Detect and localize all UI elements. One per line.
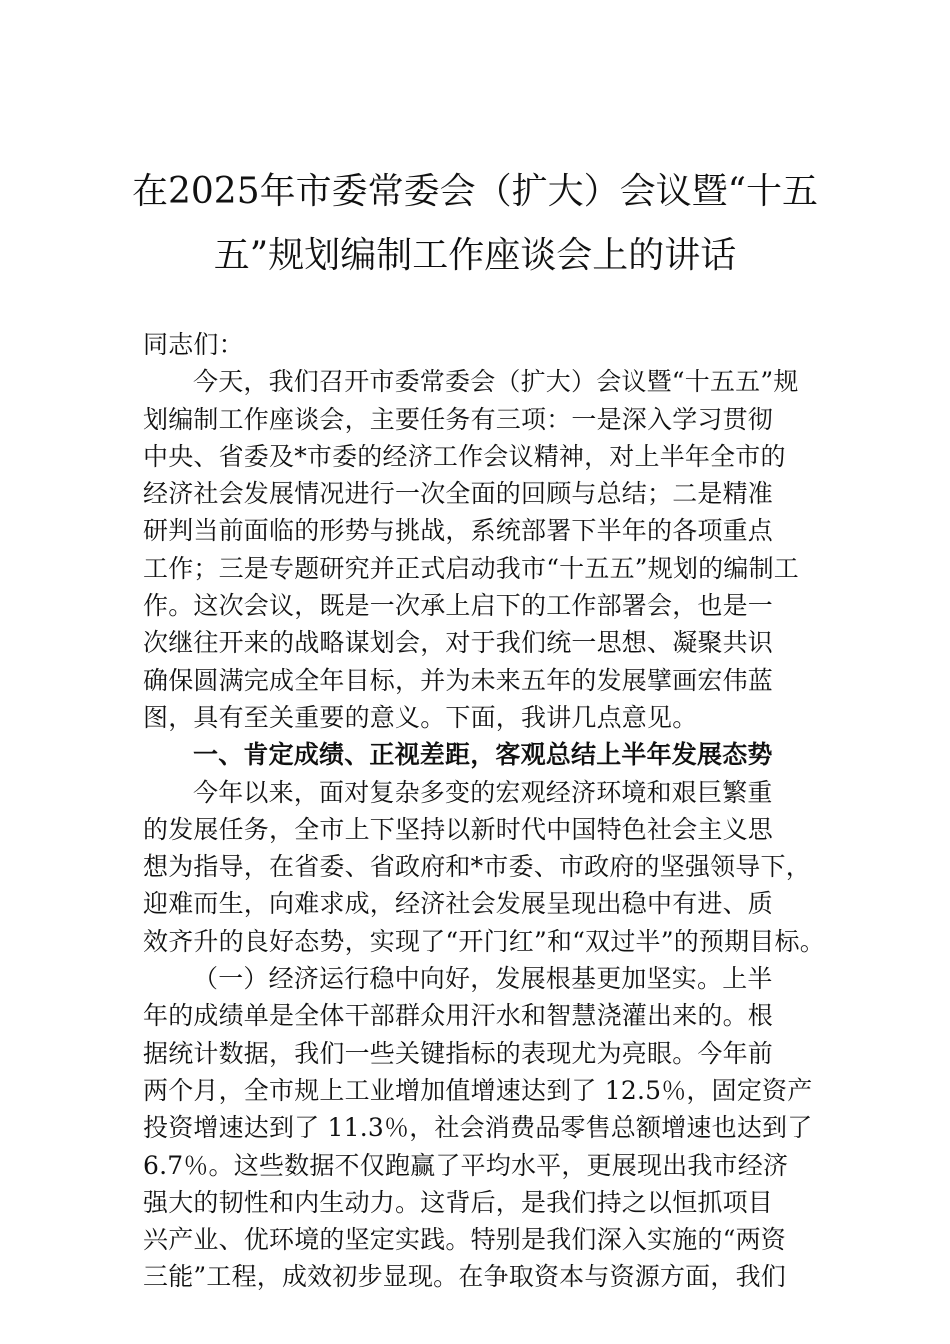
paragraph-line: 想为指导，在省委、省政府和*市委、市政府的坚强领导下， xyxy=(143,852,811,882)
paragraph-line: 迎难而生，向难求成，经济社会发展呈现出稳中有进、质 xyxy=(143,889,774,919)
paragraph-line: 据统计数据，我们一些关键指标的表现尤为亮眼。今年前 xyxy=(143,1038,774,1068)
paragraph-line: 次继往开来的战略谋划会，对于我们统一思想、凝聚共识 xyxy=(143,628,774,658)
subsection-line: （一）经济运行稳中向好，发展根基更加坚实。上半 xyxy=(193,964,773,994)
paragraph-line: 今年以来，面对复杂多变的宏观经济环境和艰巨繁重 xyxy=(193,777,773,807)
paragraph-line: 今天，我们召开市委常委会（扩大）会议暨“十五五”规 xyxy=(193,367,799,397)
paragraph-line: 强大的韧性和内生动力。这背后，是我们持之以恒抓项目 xyxy=(143,1187,774,1217)
paragraph-line: 投资增速达到了 11.3％，社会消费品零售总额增速也达到了 xyxy=(143,1113,813,1143)
paragraph-line: 研判当前面临的形势与挑战，系统部署下半年的各项重点 xyxy=(143,516,774,546)
paragraph-line: 的发展任务，全市上下坚持以新时代中国特色社会主义思 xyxy=(143,814,774,844)
paragraph-line: 两个月，全市规上工业增加值增速达到了 12.5％，固定资产 xyxy=(143,1075,813,1105)
paragraph-line: 经济社会发展情况进行一次全面的回顾与总结；二是精准 xyxy=(143,479,774,509)
paragraph-line: 三能”工程，成效初步显现。在争取资本与资源方面，我们 xyxy=(143,1262,786,1292)
paragraph-line: 6.7％。这些数据不仅跑赢了平均水平，更展现出我市经济 xyxy=(143,1150,789,1180)
salutation: 同志们： xyxy=(143,330,244,359)
paragraph-line: 作。这次会议，既是一次承上启下的工作部署会，也是一 xyxy=(143,591,774,621)
document-body xyxy=(143,326,825,1296)
title-line-1: 在2025年市委常委会（扩大）会议暨“十五 xyxy=(131,171,819,212)
paragraph-line: 划编制工作座谈会，主要任务有三项：一是深入学习贯彻 xyxy=(143,404,774,434)
paragraph-line: 效齐升的良好态势，实现了“开门红”和“双过半”的预期目标。 xyxy=(143,926,825,956)
title-line-2: 五”规划编制工作座谈会上的讲话 xyxy=(213,235,737,276)
paragraph-line: 图，具有至关重要的意义。下面，我讲几点意见。 xyxy=(143,702,698,732)
paragraph-line: 年的成绩单是全体干部群众用汗水和智慧浇灌出来的。根 xyxy=(143,1001,774,1031)
paragraph-line: 中央、省委及*市委的经济工作会议精神，对上半年全市的 xyxy=(143,441,786,471)
paragraph-line: 兴产业、优环境的坚定实践。特别是我们深入实施的“两资 xyxy=(143,1225,786,1255)
section-heading: 一、肯定成绩、正视差距，客观总结上半年发展态势 xyxy=(193,740,773,770)
document-title xyxy=(120,160,830,288)
paragraph-line: 确保圆满完成全年目标，并为未来五年的发展擘画宏伟蓝 xyxy=(143,665,774,695)
paragraph-line: 工作；三是专题研究并正式启动我市“十五五”规划的编制工 xyxy=(143,553,799,583)
